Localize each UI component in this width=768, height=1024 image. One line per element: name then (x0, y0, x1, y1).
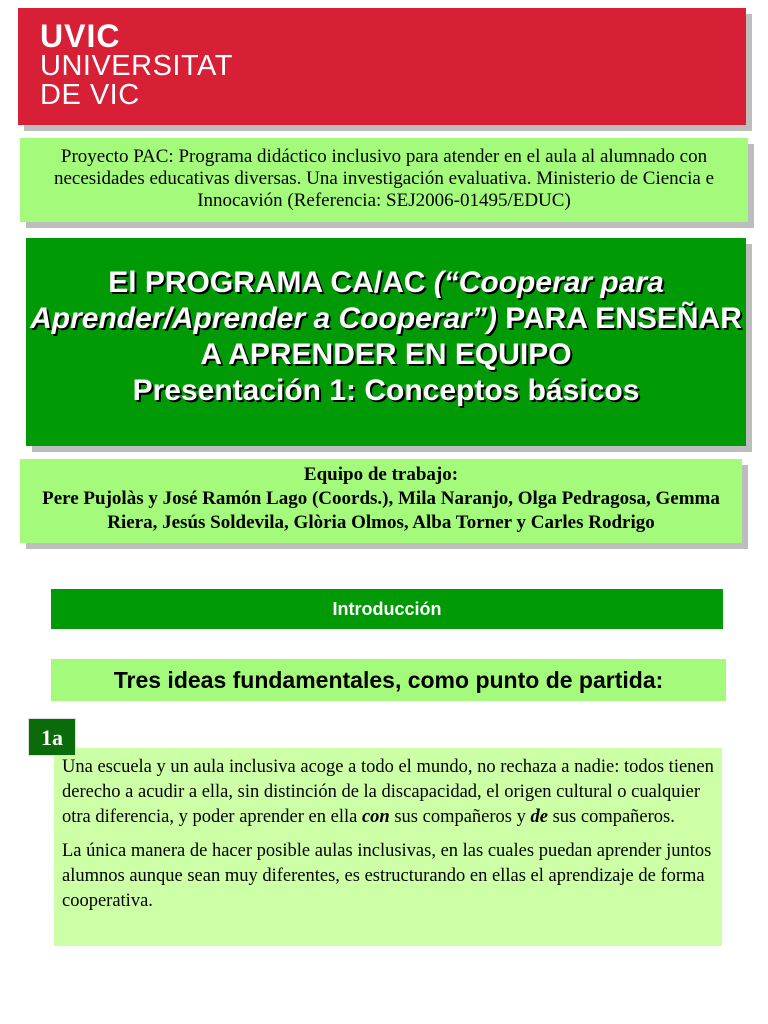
title-part3: PARA ENSEÑAR A APRENDER EN EQUIPO (200, 302, 742, 371)
logo-uvic: UVIC (40, 18, 121, 54)
team-box (20, 459, 742, 543)
logo-universitat: UNIVERSITAT (40, 50, 233, 82)
p1-con: con (361, 807, 390, 827)
project-description: Proyecto PAC: Programa didáctico inclusivo para atender en el aula al alumnado con necesidades educativas diversas. Una investigación evaluativa. Ministerio de Ciencia e Innocavión (Referencia: SEJ2006-01495/EDUC) (20, 138, 748, 222)
idea-text-box (54, 748, 722, 946)
intro-heading: Introducción (51, 589, 723, 629)
idea-paragraph-1 (62, 755, 714, 830)
title-part2: (“Cooperar para Aprender/Aprender a Cooperar”) (30, 266, 664, 335)
uvic-logo (40, 20, 233, 110)
p1-text-b: sus compañeros y (389, 807, 531, 827)
p1-text-c: sus compañeros. (547, 807, 675, 827)
p1-text-a: Una escuela y un aula inclusiva acoge a todo el mundo, no rechaza a nadie: todos tienen derecho a acudir a ella, sin distinción de la discapacidad, el origen cultural o cualquier otra diferencia, y poder aprender en ella (62, 757, 714, 827)
section-heading: Tres ideas fundamentales, como punto de partida: (51, 659, 726, 701)
title-part1: El PROGRAMA CA/AC (108, 266, 434, 299)
idea-badge: 1a (28, 718, 76, 756)
idea-paragraph-2: La única manera de hacer posible aulas inclusivas, en las cuales puedan aprender juntos alumnos aunque sean muy diferentes, es estructurando en ellas el aprendizaje de forma cooperativa. (62, 841, 712, 911)
logo-de-vic: DE VIC (40, 79, 140, 111)
p1-de: de (530, 807, 548, 827)
team-heading: Equipo de trabajo: (303, 464, 459, 485)
presentation-title (26, 238, 746, 446)
team-members: Pere Pujolàs y José Ramón Lago (Coords.), Mila Naranjo, Olga Pedragosa, Gemma Riera, Jesús Soldevila, Glòria Olmos, Alba Torner y Carles Rodrigo (42, 488, 720, 533)
title-subtitle: Presentación 1: Conceptos básicos (132, 374, 640, 407)
